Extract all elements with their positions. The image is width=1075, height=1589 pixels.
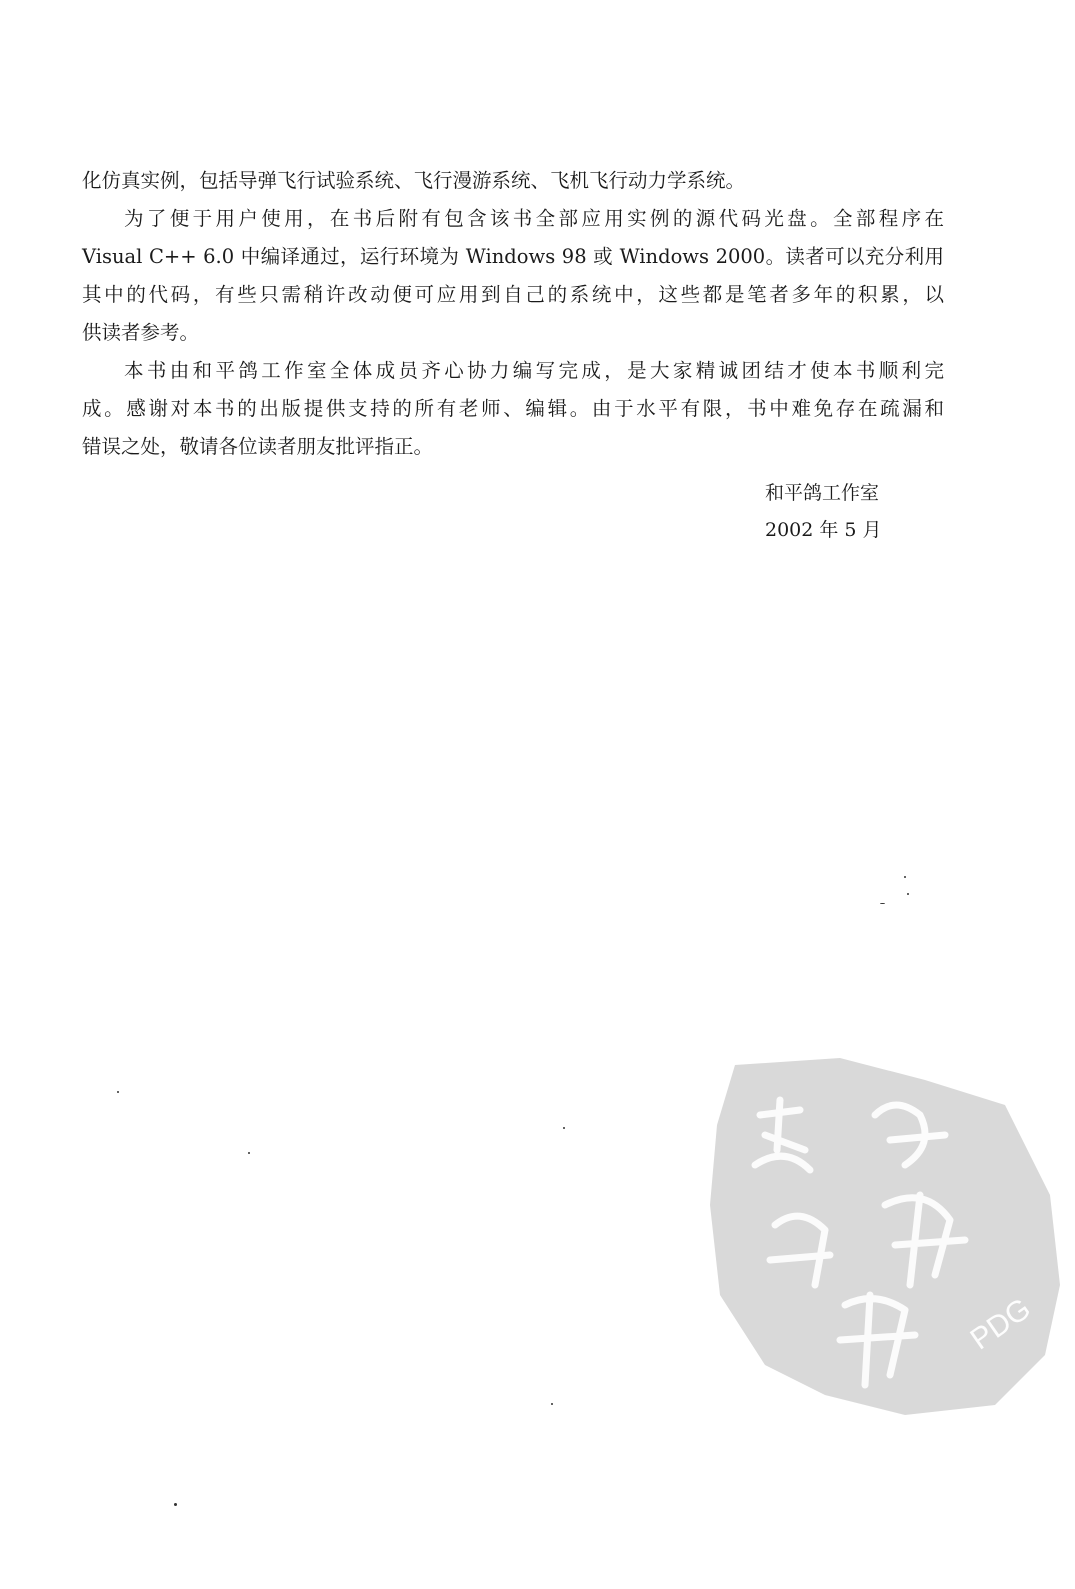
scan-speck bbox=[907, 893, 909, 895]
signature-author: 和平鸽工作室 bbox=[765, 482, 880, 504]
paragraph-line: 供读者参考。 bbox=[82, 321, 200, 344]
signature-date: 2002 年 5 月 bbox=[765, 519, 882, 541]
scan-speck bbox=[248, 1152, 250, 1154]
scan-speck bbox=[551, 1403, 553, 1405]
paragraph-line: 本书由和平鸽工作室全体成员齐心协力编写完成，是大家精诚团结才使本书顺利完 bbox=[124, 359, 944, 382]
paragraph-line: 化仿真实例，包括导弹飞行试验系统、飞行漫游系统、飞机飞行动力学系统。 bbox=[82, 169, 746, 192]
scan-speck bbox=[174, 1503, 177, 1506]
paragraph-line: 为了便于用户使用，在书后附有包含该书全部应用实例的源代码光盘。全部程序在 bbox=[124, 207, 944, 230]
paragraph-line: 成。感谢对本书的出版提供支持的所有老师、编辑。由于水平有限，书中难免存在疏漏和 bbox=[82, 397, 944, 420]
scan-speck bbox=[117, 1091, 119, 1093]
paragraph-line: Visual C++ 6.0 中编译通过，运行环境为 Windows 98 或 Windows 2000。读者可以充分利用 bbox=[82, 245, 944, 268]
signature-block bbox=[765, 475, 882, 549]
scan-speck bbox=[563, 1127, 565, 1129]
paragraph-line: 其中的代码，有些只需稍许改动便可应用到自己的系统中，这些都是笔者多年的积累，以 bbox=[82, 283, 944, 306]
scan-speck bbox=[880, 903, 885, 904]
scan-speck bbox=[904, 876, 906, 878]
paragraph-line: 错误之处，敬请各位读者朋友批评指正。 bbox=[82, 435, 434, 458]
seal-watermark bbox=[705, 1055, 1065, 1420]
watermark-label: PDG bbox=[964, 1291, 1037, 1357]
body-text bbox=[82, 162, 944, 466]
